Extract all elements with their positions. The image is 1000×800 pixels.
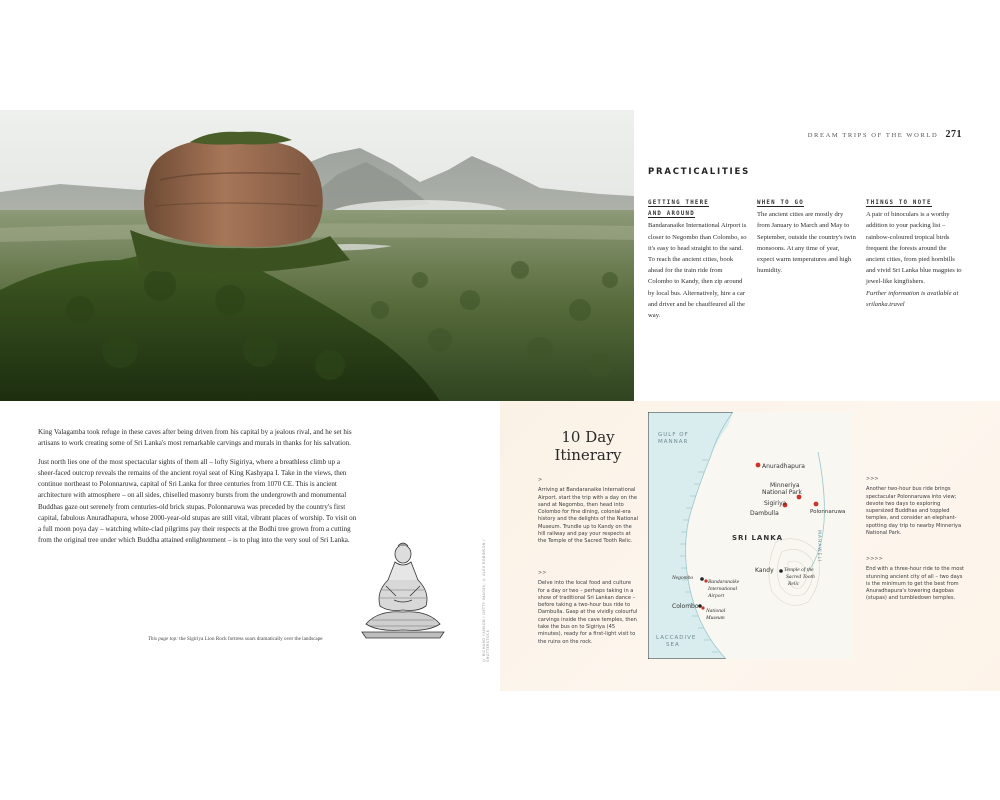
itinerary-step-4 — [866, 556, 966, 603]
map-label-river: MAHAWELI — [816, 530, 821, 563]
itinerary-step-3 — [866, 476, 966, 537]
itinerary-title-line: 10 Day — [561, 428, 615, 446]
heading-line: GETTING THERE — [648, 200, 709, 206]
map-label-minneriya: Minneriya — [770, 482, 800, 489]
caption-text: the Sigiriya Lion Rock fortress soars dramatically over the landscape — [179, 636, 323, 642]
heading-line: WHEN TO GO — [757, 200, 804, 206]
further-info: Further information is available at srilanka.travel — [866, 289, 959, 308]
sri-lanka-map — [648, 412, 851, 659]
column-text: A pair of binoculars is a worthy addition to your packing list – rainbow-coloured tropical birds frequent the forests around the ancient cities, from pied hornbills and vivid Sri Lanka blue magpies to jewel-like kingfishers. — [866, 211, 962, 286]
practicalities-things-to-note — [866, 198, 962, 310]
itinerary-title-line: Itinerary — [554, 446, 622, 464]
map-label-negombo: Negombo — [672, 575, 694, 581]
itinerary-step-1 — [538, 477, 638, 546]
map-label-sigiriya: Sigiriya — [764, 500, 787, 507]
map-label-gulf: GULF OF — [658, 432, 689, 438]
sigiriya-photo — [0, 110, 634, 401]
body-paragraph: King Valagamba took refuge in these caves after being driven from his capital by a jealous rival, and he set his artisans to work creating some of Sri Lanka's most remarkable carvings and murals in thanks for his salvation. — [38, 428, 352, 448]
map-label-kandy: Kandy — [755, 567, 774, 574]
map-label-museum: Museum — [706, 615, 725, 621]
photo-caption — [148, 636, 380, 642]
column-heading — [866, 198, 962, 209]
page-number: 271 — [945, 129, 962, 140]
map-label-laccadive: SEA — [666, 642, 680, 648]
map-label-dambulla: Dambulla — [750, 510, 779, 517]
step-marker: >>> — [866, 476, 879, 482]
map-label-polonnaruwa: Polonnaruwa — [810, 509, 846, 515]
heading-line: THINGS TO NOTE — [866, 200, 932, 206]
step-marker: > — [538, 477, 543, 483]
column-heading — [757, 198, 857, 209]
step-text: Delve into the local food and culture for a day or two – perhaps taking in a show of traditional Sri Lankan dance – before taking a two-hour bus ride to Dambulla. Gasp at the vividly colourful carvings inside the cave temples, then take the bus on to Sigiriya (45 minutes), ready for a first-light visit to the ruins on the rock. — [538, 580, 638, 645]
column-heading — [648, 198, 748, 220]
article-body — [38, 427, 358, 554]
column-text: Bandaranaike International Airport is closer to Negombo than Colombo, so it's easy to head straight to the sand. To reach the ancient cities, book ahead for the train ride from Colombo to Kandy, then zip around by local bus. Alternatively, hire a car and driver and be chauffeured all the way. — [648, 222, 747, 320]
heading-line: AND AROUND — [648, 211, 695, 218]
map-label-gulf: MANNAR — [658, 439, 689, 445]
step-text: Another two-hour bus ride brings spectacular Polonnaruwa into view; devote two days to exploring supersized Buddhas and toppled temples, and consider an elephant-spotting day trip to nearby Minneriya National Park. — [866, 486, 962, 537]
running-title: DREAM TRIPS OF THE WORLD — [807, 132, 939, 139]
map-label-museum: National — [706, 608, 726, 614]
map-label-colombo: Colombo — [672, 603, 699, 610]
map-label-country: SRI LANKA — [732, 534, 784, 542]
body-paragraph: Just north lies one of the most spectacular sights of them all – lofty Sigiriya, where a breathless climb up a sheer-faced outcrop reveals the remains of the ancient royal seat of King Kashyapa I. Take in the views, then continue northeast to Polonnaruwa, capital of Sri Lanka for three centuries from 1070 CE. This is ancient architecture with atmosphere – on all sides, chiselled masonry bursts from the undergrowth and monumental Buddhas gaze out serenely from centuries-old brick stupas. Polonnaruwa was preceded by the country's first capital, fabulous Anuradhapura, whose 2000-year-old stupas are still vital, vibrant places of worship. To visit on a full moon poya day – watching white-clad pilgrims pay their respects at the Bodhi tree grown from a cutting from the original tree under which Buddha attained enlightenment – is to plug into the very soul of Sri Lanka. — [38, 458, 357, 544]
map-label-anuradhapura: Anuradhapura — [762, 463, 805, 470]
map-label-national-park: National Park — [762, 489, 802, 496]
buddha-illustration — [358, 540, 448, 644]
practicalities-getting-there — [648, 198, 748, 321]
practicalities-title: PRACTICALITIES — [648, 167, 751, 177]
map-label-laccadive: LACCADIVE — [656, 635, 697, 641]
column-text: The ancient cities are mostly dry from January to March and May to September, outside the country's twin monsoons. At any time of year, expect warm temperatures and high humidity. — [757, 211, 856, 275]
itinerary-title — [538, 428, 638, 464]
caption-lead: This page top: — [148, 636, 178, 642]
map-label-airport: International — [708, 586, 738, 592]
itinerary-step-2 — [538, 570, 638, 646]
map-label-temple: Sacred Tooth — [786, 574, 815, 580]
map-label-airport: Airport — [708, 593, 725, 599]
step-text: End with a three-hour ride to the most stunning ancient city of all – two days is the minimum to get the best from Anuradhapura's towering dagobas (stupas) and tumbledown temples. — [866, 566, 965, 602]
photo-credit: © RICHARD I'ANSON / GETTY IMAGES; © ALEX ROBINSON / SHUTTERSTOCK — [482, 539, 490, 662]
running-header — [808, 129, 962, 140]
step-marker: >>>> — [866, 556, 883, 562]
map-label-airport: Bandaranaike — [708, 579, 740, 585]
map-label-temple: Temple of the — [784, 567, 814, 573]
step-marker: >> — [538, 570, 547, 576]
practicalities-when-to-go — [757, 198, 857, 276]
step-text: Arriving at Bandaranaike International Airport, start the trip with a day on the sand at Negombo, then head into Colombo for fine dining, colonial-era history and the delights of the National Museum. Trundle up to Kandy on the hill railway and pay your respects at the Temple of the Sacred Tooth Relic. — [538, 487, 638, 545]
map-label-temple: Relic — [788, 581, 800, 587]
